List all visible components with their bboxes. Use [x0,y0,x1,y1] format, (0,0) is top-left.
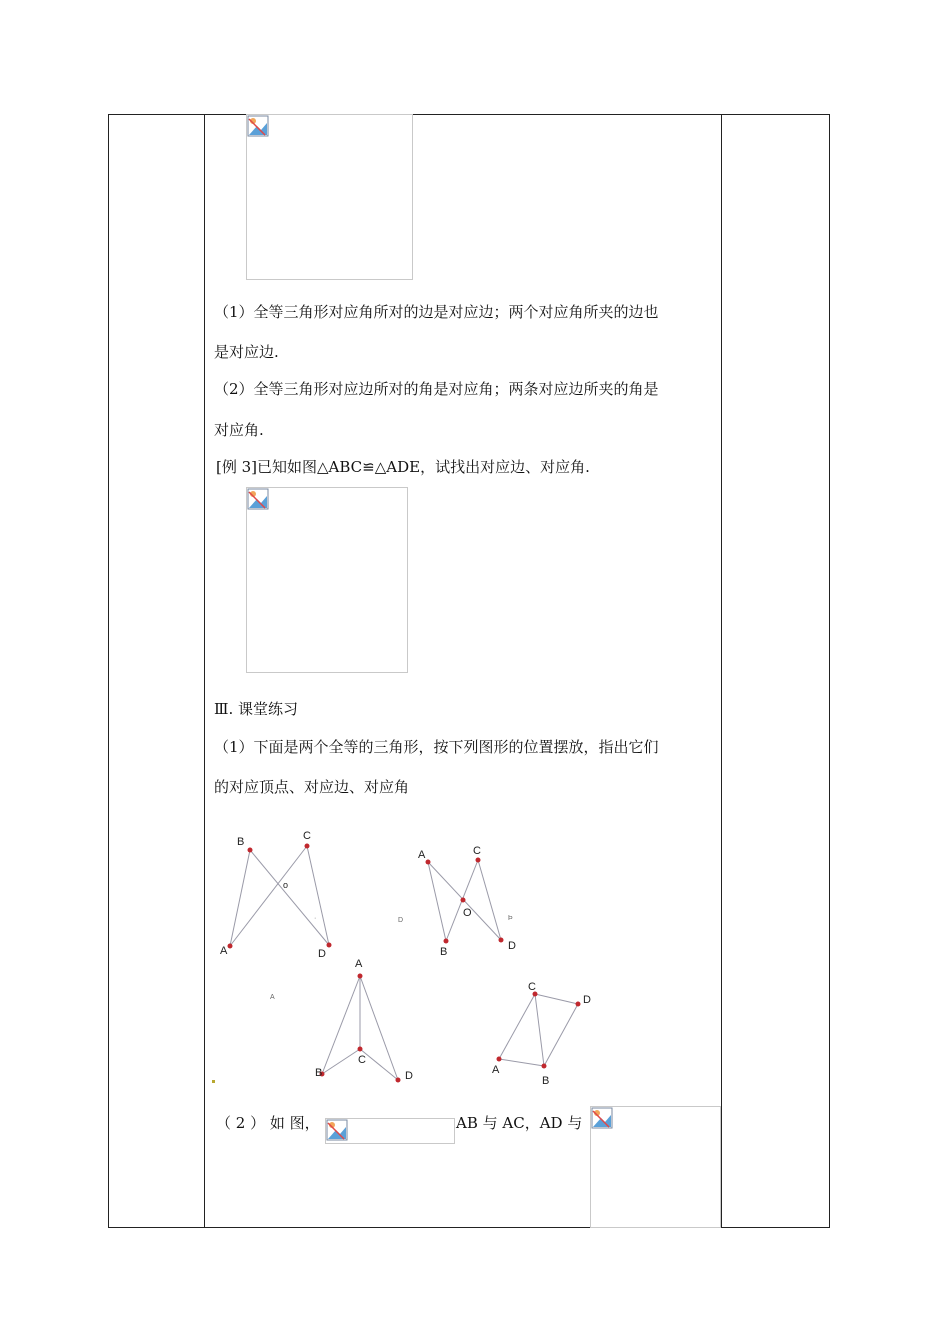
stray-mark-3: Þ [508,915,513,922]
paragraph-2-line-1: （2）全等三角形对应边所对的角是对应角；两条对应边所夹的角是 [214,380,659,398]
fig2-label-A: A [418,849,426,861]
fig2-label-C: C [473,845,481,857]
figure-1-lines [230,846,329,946]
paragraph-1-line-1: （1）全等三角形对应角所对的边是对应边；两个对应角所夹的边也 [214,303,659,321]
fig4-label-D: D [583,994,591,1006]
fig3-label-C: C [358,1054,366,1066]
fig3-label-A: A [355,958,363,970]
broken-image-icon [591,1107,613,1129]
stray-mark-4: A [270,994,275,1001]
fig4-label-A: A [492,1064,500,1076]
fig3-label-D: D [405,1070,413,1082]
fig1-label-O: o [283,880,289,890]
figure-1-points [228,844,332,949]
example-3: [例 3]已知如图△ABC≌△ADE，试找出对应边、对应角. [216,458,590,476]
fig4-label-B: B [542,1075,550,1087]
fig4-label-C: C [528,981,536,993]
image-placeholder-3 [590,1106,721,1228]
stray-mark-1: · [314,915,317,922]
broken-image-icon [326,1119,348,1141]
fig3-label-B: B [315,1067,323,1079]
stray-mark-2: D [398,917,404,924]
section-3-heading: Ⅲ. 课堂练习 [214,700,299,718]
figure-4-points [497,992,581,1069]
fig1-label-C: C [303,830,311,842]
fig2-label-D: D [508,940,516,952]
fig1-label-B: B [237,836,245,848]
stray-dot [212,1080,215,1083]
exercise-2-end: AB 与 AC，AD 与 [456,1114,583,1132]
fig1-label-A: A [220,945,228,957]
paragraph-1-line-2: 是对应边. [214,343,279,361]
exercise-2-start: （ 2 ） 如 图， [216,1114,320,1132]
fig2-label-O: O [463,907,472,919]
paragraph-2-line-2: 对应角. [214,421,264,439]
figure-4-lines [499,994,578,1066]
exercise-1-line-2: 的对应顶点、对应边、对应角 [214,778,410,796]
fig1-label-D: D [318,948,326,960]
inline-image-placeholder [325,1118,455,1144]
fig2-label-B: B [440,946,448,958]
exercise-1-line-1: （1）下面是两个全等的三角形，按下列图形的位置摆放，指出它们 [214,738,659,756]
